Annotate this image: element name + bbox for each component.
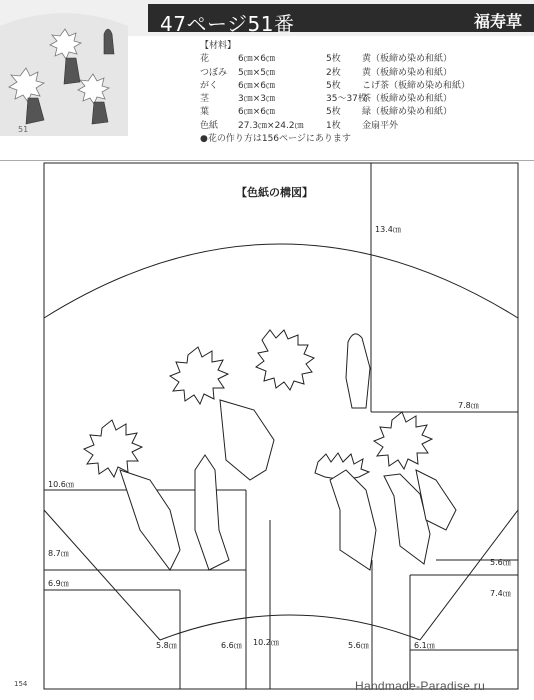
flower-shape (170, 347, 228, 404)
dimension-label: 5.6㎝ (348, 641, 369, 650)
dimension-label: 7.8㎝ (458, 401, 479, 410)
dimension-label: 10.6㎝ (48, 480, 74, 489)
composition-diagram (0, 160, 534, 700)
dimension-label: 13.4㎝ (375, 225, 401, 234)
dimension-label: 5.6㎝ (490, 558, 511, 567)
materials-heading: 【材料】 (200, 41, 237, 51)
svg-text:51: 51 (18, 125, 29, 134)
dimension-label: 6.6㎝ (221, 641, 242, 650)
flower-name: 福寿草 (473, 12, 522, 31)
product-photo (0, 6, 128, 136)
fan-top-arc (44, 244, 518, 318)
materials-note: ●花の作り方は156ページにあります (200, 134, 351, 145)
leaf-shape (220, 400, 274, 480)
dimension-label: 8.7㎝ (48, 549, 69, 558)
flower-shape (84, 420, 142, 477)
flower-shape (374, 412, 432, 469)
composition-title: 【色紙の構図】 (236, 186, 313, 199)
page-number: 154 (14, 680, 28, 688)
dimension-label: 6.1㎝ (414, 641, 435, 650)
dimension-label: 6.9㎝ (48, 579, 69, 588)
dimension-label: 10.2㎝ (253, 638, 279, 647)
fan-bottom-arc (160, 615, 420, 640)
dimension-label: 7.4㎝ (490, 589, 511, 598)
bud-shape (346, 334, 370, 408)
page-title: 47ページ51番 (160, 12, 295, 36)
header-title-bar (148, 4, 534, 36)
leaf-shape (120, 470, 180, 570)
leaf-shape (330, 470, 376, 570)
diagram-frame (44, 163, 518, 689)
flower-shape (256, 330, 314, 390)
watermark: Handmade-Paradise.ru (355, 679, 486, 693)
leaf-shape (195, 455, 229, 570)
dimension-label: 5.8㎝ (156, 641, 177, 650)
